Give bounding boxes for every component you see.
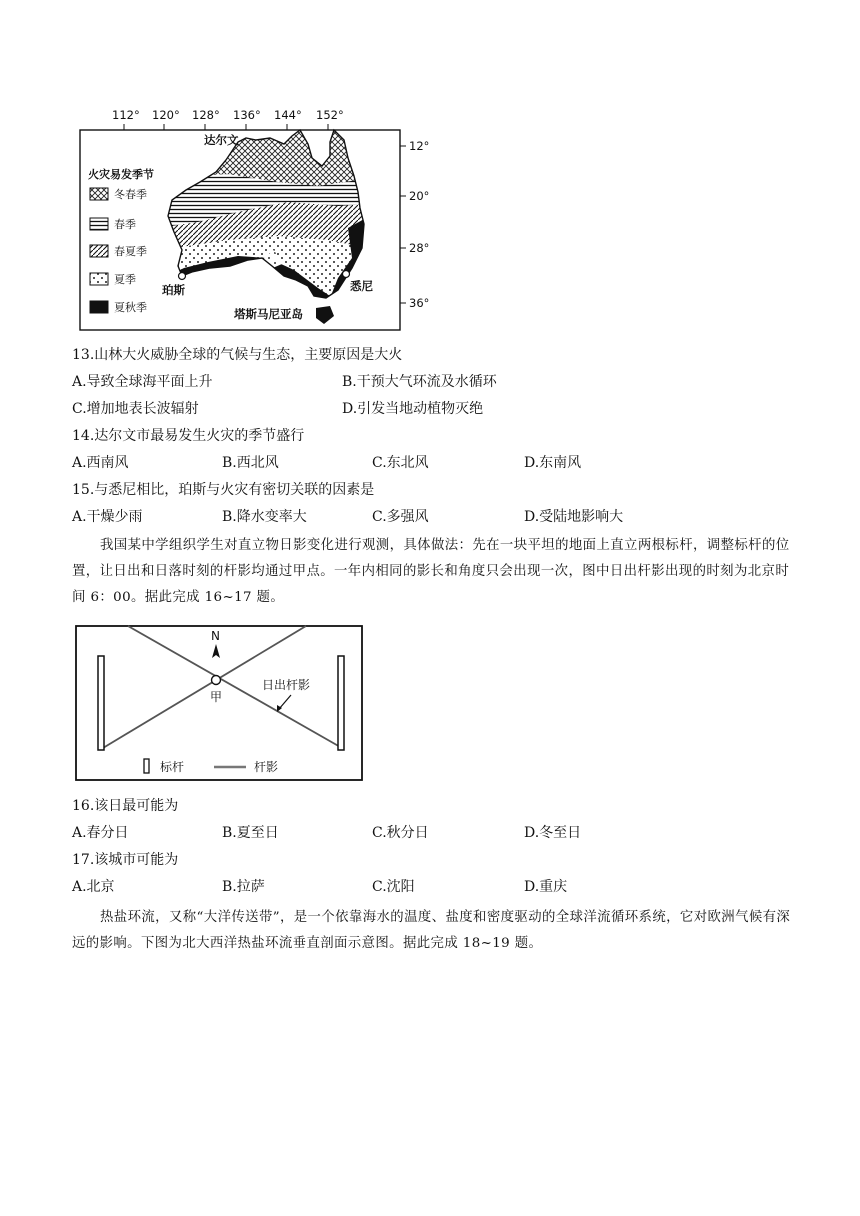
legend-swatch-summer [90,273,108,285]
tasmania-label: 塔斯马尼亚岛 [234,307,303,321]
shadow-diagram [74,622,366,784]
q17-option-b[interactable]: B.拉萨 [222,879,265,895]
question-16-stem: 16.该日最可能为 [72,798,179,814]
q16-option-d[interactable]: D.冬至日 [524,825,582,841]
lat-label: 36° [409,296,430,310]
question-13-stem: 13.山林大火威胁全球的气候与生态，主要原因是大火 [72,347,403,363]
q16-option-a[interactable]: A.春分日 [72,825,129,841]
q13-option-c[interactable]: C.增加地表长波辐射 [72,401,199,417]
q13-option-d[interactable]: D.引发当地动植物灭绝 [342,401,484,417]
legend-pole-swatch [144,759,149,773]
legend-label: 春夏季 [114,245,147,258]
point-jia-marker [212,676,221,685]
perth-marker [179,273,186,280]
legend-label: 冬春季 [114,188,147,201]
lon-label: 112° [112,108,140,122]
point-jia-label: 甲 [210,690,223,704]
legend-label: 夏季 [114,273,136,286]
legend-shadow-label: 杆影 [254,760,279,774]
passage-shadow-observation: 我国某中学组织学生对直立物日影变化进行观测，具体做法：先在一块平坦的地面上直立两根标杆，调整标杆的位置，让日出和日落时刻的杆影均通过甲点。一年内相同的影长和角度只会出现一次，图中日出杆影出现的时刻为北京时间 6：00。据此完成 16~17 题。 [72,538,790,605]
passage-thermohaline: 热盐环流，又称“大洋传送带”，是一个依靠海水的温度、盐度和密度驱动的全球洋流循环系统，它对欧洲气候有深远的影响。下图为北大西洋热盐环流垂直剖面示意图。据此完成 18~19 题。 [72,910,791,951]
lon-label: 128° [192,108,220,122]
q14-option-c[interactable]: C.东北风 [372,455,429,471]
lon-label: 120° [152,108,180,122]
q16-option-b[interactable]: B.夏至日 [222,825,279,841]
legend-title: 火灾易发季节 [88,168,154,181]
q17-option-d[interactable]: D.重庆 [524,879,568,895]
q17-option-c[interactable]: C.沈阳 [372,879,415,895]
lat-label: 20° [409,189,430,203]
q16-option-c[interactable]: C.秋分日 [372,825,429,841]
legend-swatch-summer-autumn [90,301,108,313]
lon-label: 144° [274,108,302,122]
q15-option-c[interactable]: C.多强风 [372,509,429,525]
q14-option-b[interactable]: B.西北风 [222,455,279,471]
q13-option-b[interactable]: B.干预大气环流及水循环 [342,374,497,390]
lat-label: 28° [409,241,430,255]
sunrise-shadow-label: 日出杆影 [262,678,311,692]
legend-swatch-spring [90,218,108,230]
right-pole [338,656,344,750]
legend-swatch-winter-spring [90,188,108,200]
sydney-label: 悉尼 [350,279,373,293]
q15-option-d[interactable]: D.受陆地影响大 [524,509,624,525]
legend-pole-label: 标杆 [160,760,185,774]
darwin-label: 达尔文 [204,133,239,147]
legend-label: 春季 [114,218,136,231]
lon-label: 152° [316,108,344,122]
q14-option-d[interactable]: D.东南风 [524,455,582,471]
north-label: N [211,629,220,643]
q17-option-a[interactable]: A.北京 [72,879,115,895]
question-17-stem: 17.该城市可能为 [72,852,179,868]
lat-label: 12° [409,139,430,153]
question-15-stem: 15.与悉尼相比，珀斯与火灾有密切关联的因素是 [72,482,375,498]
q15-option-a[interactable]: A.干燥少雨 [72,509,143,525]
perth-label: 珀斯 [162,283,185,297]
left-pole [98,656,104,750]
q14-option-a[interactable]: A.西南风 [72,455,129,471]
legend-swatch-spring-summer [90,245,108,257]
question-14-stem: 14.达尔文市最易发生火灾的季节盛行 [72,428,305,444]
australia-fire-map [68,100,448,336]
legend-label: 夏秋季 [114,301,147,314]
q13-option-a[interactable]: A.导致全球海平面上升 [72,374,213,390]
q15-option-b[interactable]: B.降水变率大 [222,509,307,525]
sydney-marker [343,271,350,278]
lon-label: 136° [233,108,261,122]
